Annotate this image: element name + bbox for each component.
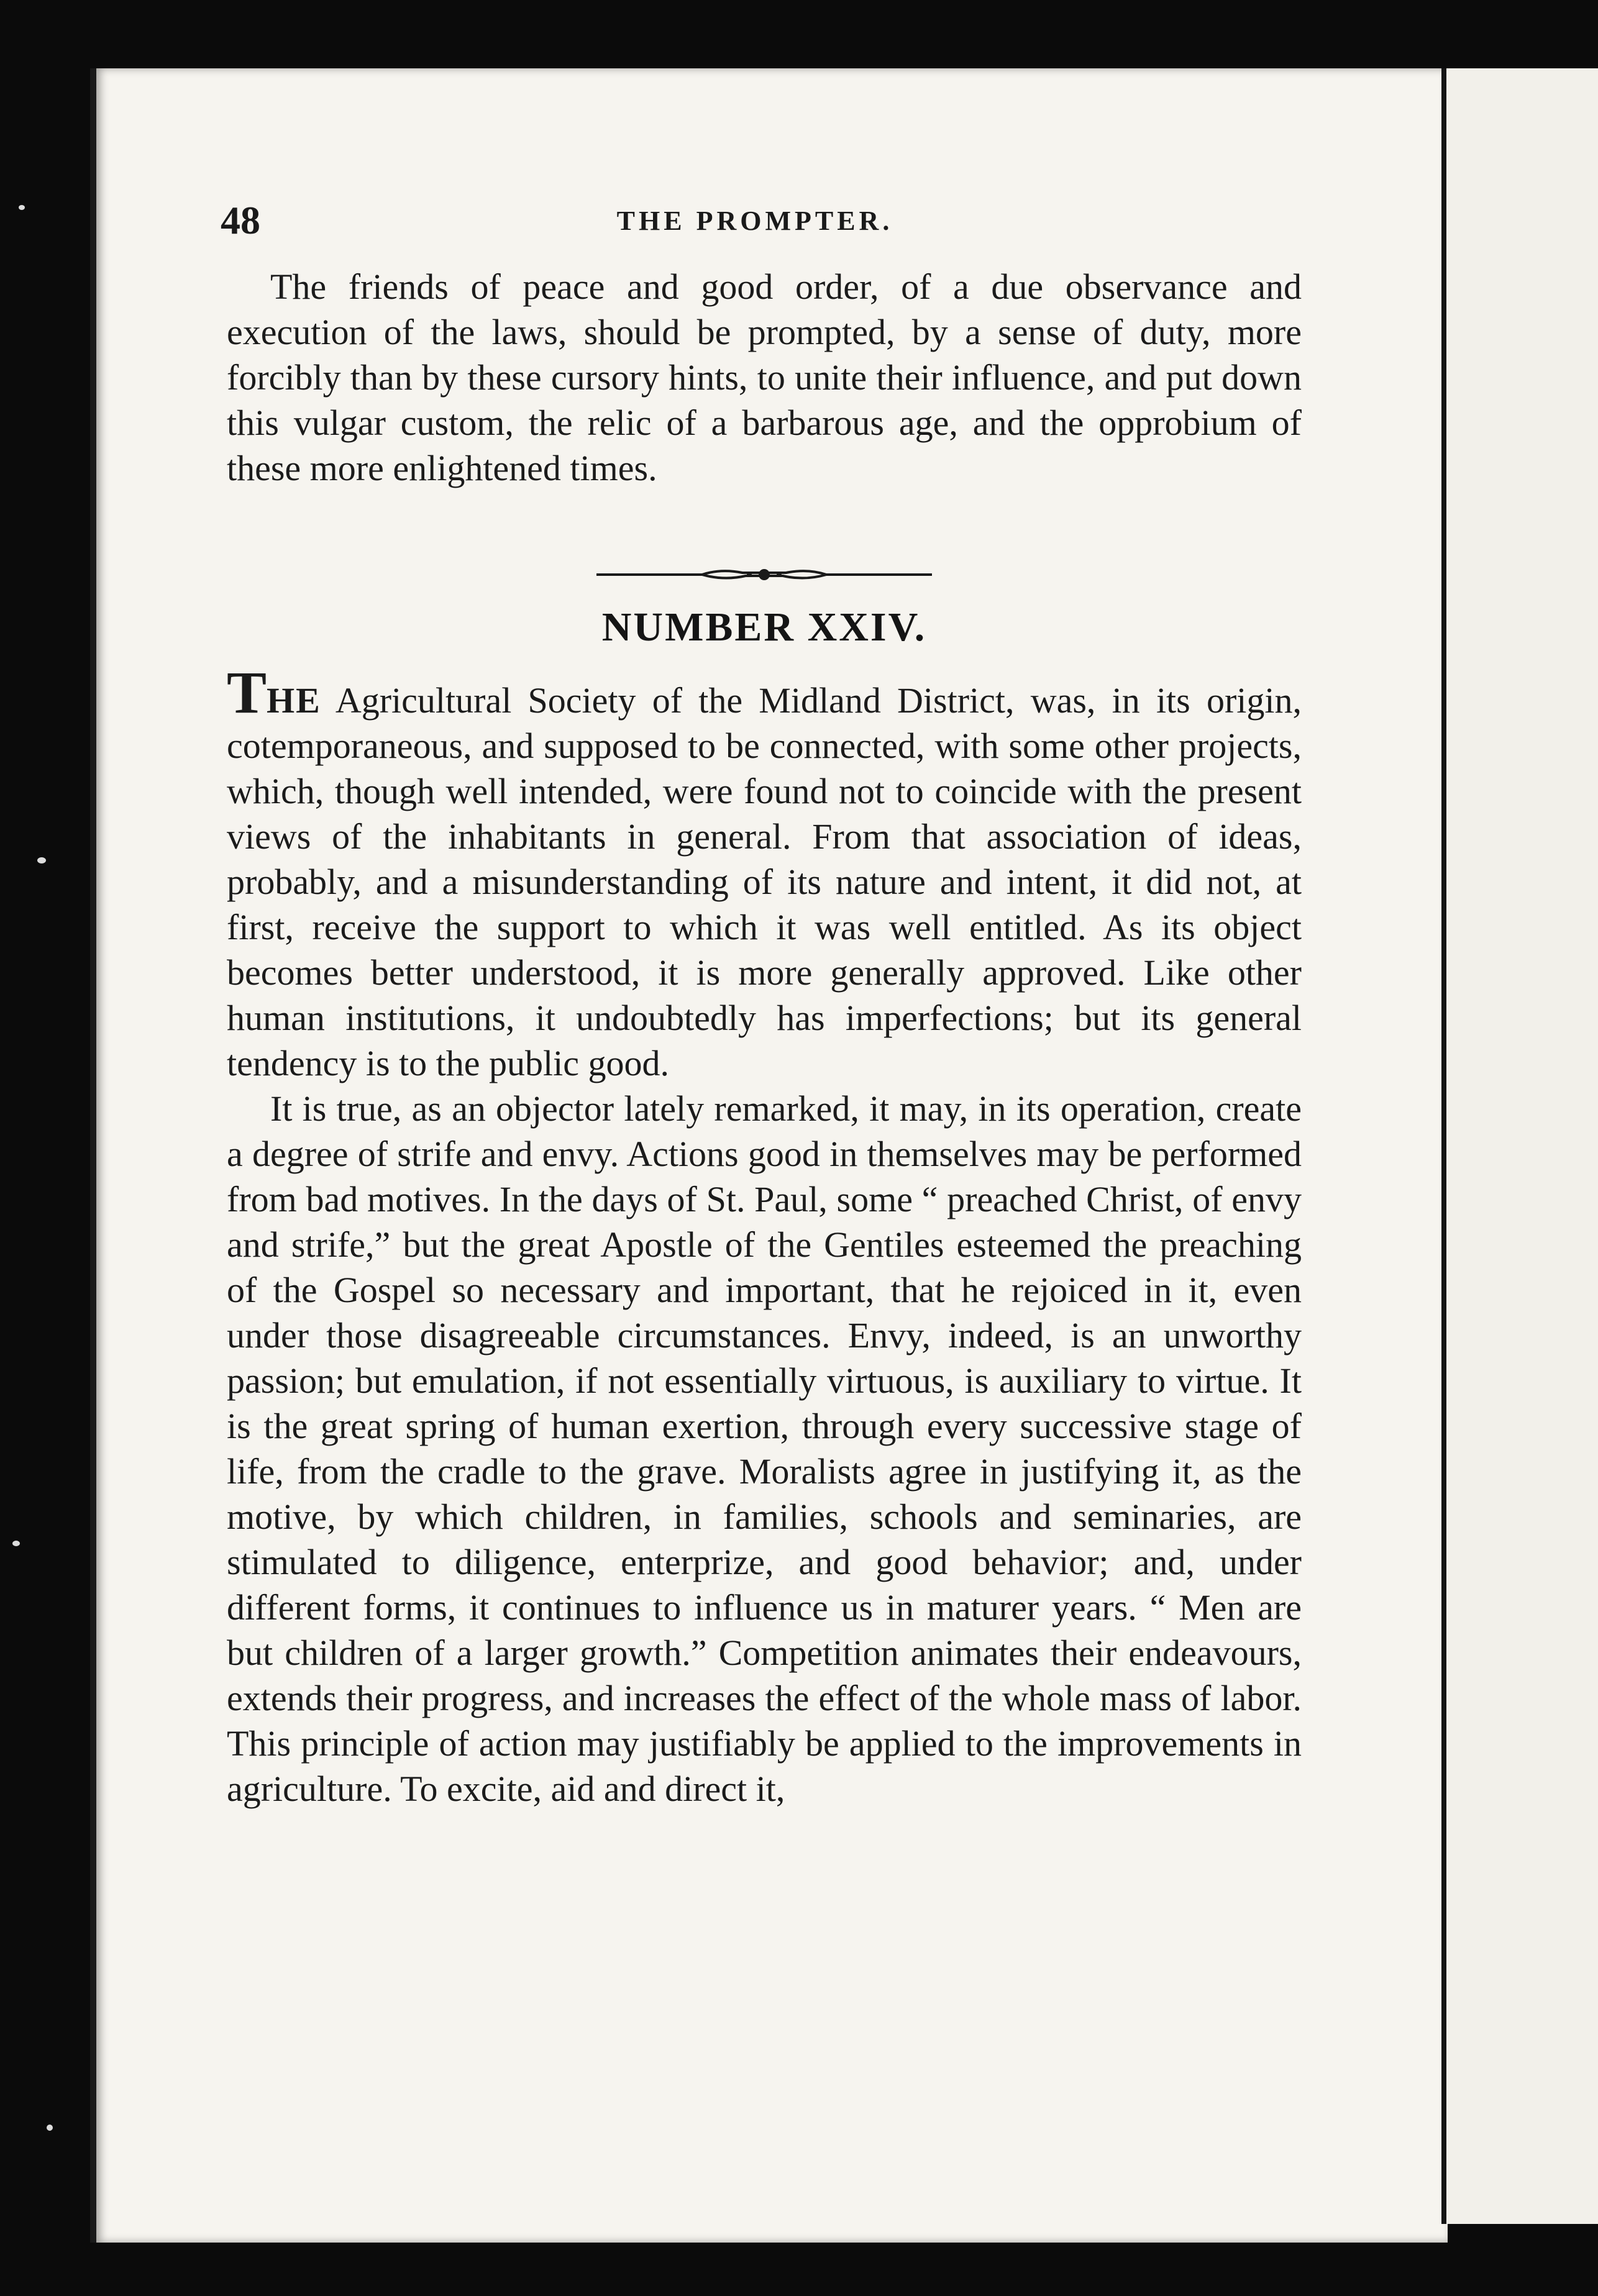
scan-speck bbox=[37, 857, 46, 863]
ornamental-divider bbox=[596, 562, 932, 587]
section-body bbox=[227, 659, 1302, 1811]
paragraph-1 bbox=[227, 659, 1302, 1086]
paragraph-text: Agricultural Society of the Midland District, was, in its origin, cotemporaneous, and supposed to be connected, with some other projects, which, though well intended, were found not to coincide with the present views of the inhabitants in general. From that association of ideas, probably, and a misunderstanding of its nature and intent, it did not, at first, receive the support to which it was well entitled. As its object becomes better understood, it is more generally approved. Like other human institutions, it undoubtedly has imperfections; but its general tendency is to the public good. bbox=[227, 680, 1302, 1083]
opening-word: HE bbox=[267, 680, 321, 721]
paragraph-text: The friends of peace and good order, of a due observance and execution of the laws, should be prompted, by a sense of duty, more forcibly than by these cursory hints, to unite their influence, and put down this vulgar custom, the relic of a barbarous age, and the opprobium of these more enlightened times. bbox=[227, 266, 1302, 488]
scan-speck bbox=[47, 2125, 53, 2131]
scan-speck bbox=[19, 205, 25, 210]
running-head bbox=[221, 198, 1289, 241]
running-title: THE PROMPTER. bbox=[616, 206, 893, 236]
page-number: 48 bbox=[221, 198, 260, 242]
facing-page-edge bbox=[1441, 68, 1598, 2224]
scan-speck bbox=[12, 1541, 20, 1546]
section-heading: NUMBER XXIV. bbox=[601, 604, 927, 650]
paragraph-2: It is true, as an objector lately remarked, it may, in its operation, create a degree of strife and envy. Actions good in themselves may be performed from bad motives. In the days of St. Paul, some “ preached Christ, of envy and strife,” but the great Apostle of the Gentiles esteemed the preaching of the Gospel so necessary and important, that he rejoiced in it, even under those disagreeable circumstances. Envy, indeed, is an unworthy passion; but emulation, if not essentially virtuous, is auxiliary to virtue. It is the great spring of human exertion, through every successive stage of life, from the cradle to the grave. Moralists agree in justifying it, as the motive, by which children, in families, schools and seminaries, are stimulated to diligence, enterprize, and good behavior; and, under different forms, it continues to influence us in maturer years. “ Men are but children of a larger growth.” Competition animates their endeavours, extends their progress, and increases the effect of the whole mass of labor. This principle of action may justifiably be applied to the improvements in agriculture. To excite, aid and direct it, bbox=[227, 1088, 1302, 1809]
drop-cap: T bbox=[227, 659, 267, 726]
continued-paragraph bbox=[227, 264, 1302, 491]
